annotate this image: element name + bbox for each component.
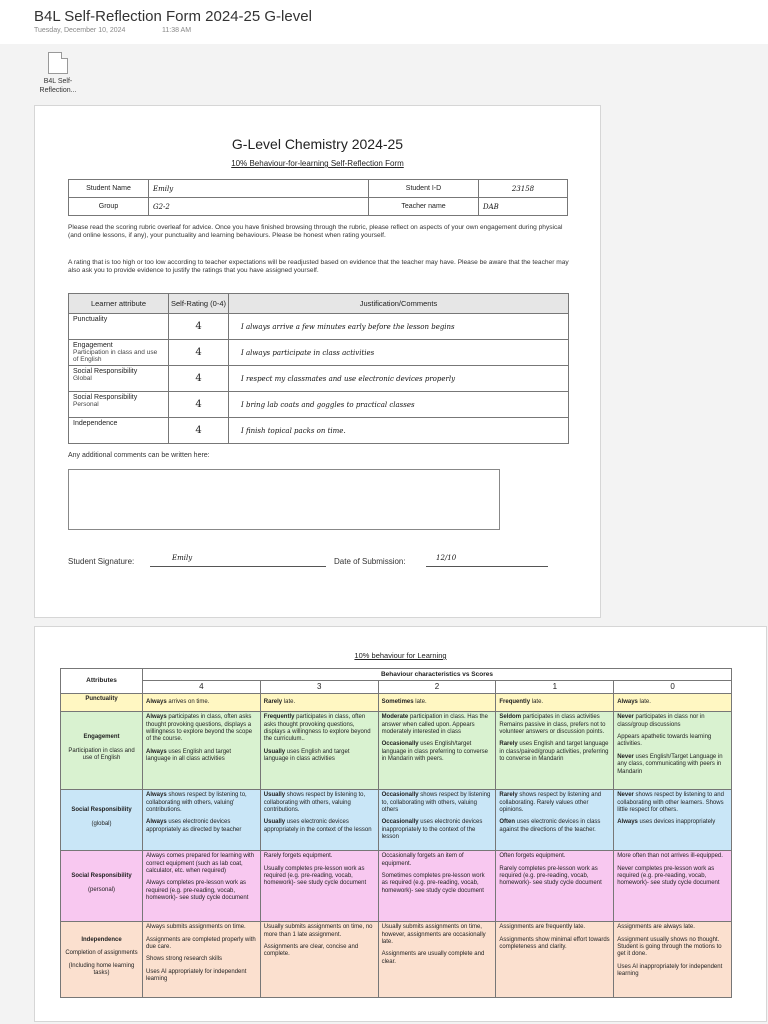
rubric-descriptor: Seldom participates in class activities Remains passive in class, prefers not to volunteer answers or discussion points.	[499, 714, 606, 736]
rubric-attribute-title: Independence	[81, 936, 122, 943]
rubric-score-cell	[496, 922, 614, 998]
student-name-label: Student Name	[69, 180, 149, 198]
form-page	[34, 105, 601, 618]
student-id-label: Student I-D	[369, 180, 479, 198]
row-attribute: Social Responsibility Global	[69, 366, 169, 392]
note-header	[0, 0, 768, 44]
rubric-descriptor: Occasionally uses electronic devices inappropriately to the context of the lesson	[381, 819, 483, 841]
rubric-descriptor: Usually submits assignments on time, no more than 1 late assignment.	[263, 924, 373, 938]
rubric-descriptor: Always shows respect by listening to, collaborating with others, valuing' contributions.	[146, 792, 247, 814]
comments-box[interactable]	[68, 469, 500, 530]
row-comment: I finish topical packs on time.	[229, 418, 569, 444]
row-rating: 4	[169, 418, 229, 444]
col-attribute-header: Learner attribute	[69, 294, 169, 314]
score-header: 4	[143, 681, 261, 693]
rubric-score-cell	[378, 851, 496, 922]
rubric-attribute-cell	[61, 851, 143, 922]
rubric-descriptor: Sometimes completes pre-lesson work as required (e.g. pre-reading, vocab, homework)- see study cycle document	[381, 873, 485, 894]
rubric-score-cell	[496, 712, 614, 790]
rating-row	[69, 392, 569, 418]
instructions-paragraph: Please read the scoring rubric overleaf for advice. Once you have finished browsing through the rubric, please reflect on aspects of your own engagement during physical (and online lessons, if any), your punctuality and learning behaviours. Please be honest when rating yourself.	[68, 224, 563, 239]
rubric-score-cell	[496, 851, 614, 922]
date-label: Date of Submission:	[334, 557, 406, 566]
rating-row	[69, 314, 569, 340]
rubric-attribute-cell	[61, 712, 143, 790]
row-attribute: Punctuality	[69, 314, 169, 340]
rating-row	[69, 340, 569, 366]
rubric-attribute-sub: (Including home learning tasks)	[68, 962, 135, 977]
rubric-score-cell	[260, 922, 378, 998]
rubric-score-cell	[378, 712, 496, 790]
row-comment: I respect my classmates and use electronic devices properly	[229, 366, 569, 392]
group-label: Group	[69, 198, 149, 216]
rubric-attribute-cell	[61, 790, 143, 851]
row-comment: I always participate in class activities	[229, 340, 569, 366]
rubric-descriptor: Rarely shows respect by listening and collaborating. Rarely values other opinions.	[499, 792, 602, 814]
rubric-score-cell	[614, 693, 732, 711]
rubric-descriptor: Occasionally forgets an item of equipment.	[381, 853, 464, 867]
rubric-descriptor: Assignments are completed properly with due care.	[146, 936, 256, 951]
rubric-descriptor: Usually shows respect by listening to, collaborating with others, valuing contributions.	[263, 792, 366, 814]
form-title: G-Level Chemistry 2024-25	[231, 136, 404, 152]
row-comment: I bring lab coats and goggles to practical classes	[229, 392, 569, 418]
rubric-attribute-cell	[61, 693, 143, 711]
rubric-score-cell	[143, 922, 261, 998]
rubric-attribute-title: Social Responsibility	[71, 807, 132, 814]
rubric-score-cell	[614, 851, 732, 922]
rubric-descriptor: Usually uses electronic devices appropriately in the context of the lesson	[263, 819, 372, 833]
rubric-score-cell	[260, 851, 378, 922]
rubric-descriptor: Assignment usually shows no thought. Student is going through the motions to get it done.	[617, 936, 722, 958]
rubric-descriptor: Always uses devices inappropriately	[617, 819, 716, 826]
row-rating: 4	[169, 340, 229, 366]
rubric-score-cell	[260, 790, 378, 851]
col-rating-header: Self-Rating (0-4)	[169, 294, 229, 314]
rubric-descriptor: Assignments are usually complete and clear.	[381, 951, 485, 965]
score-header: 1	[496, 681, 614, 693]
rubric-descriptor: Always arrives on time.	[146, 698, 210, 705]
rubric-descriptor: Appears apathetic towards learning activities.	[617, 734, 712, 748]
score-header: 0	[614, 681, 732, 693]
rubric-title: 10% behaviour for Learning	[354, 651, 447, 660]
teacher-label: Teacher name	[369, 198, 479, 216]
student-info-table	[68, 179, 568, 216]
row-attribute: Independence	[69, 418, 169, 444]
rubric-attribute-sub: Completion of assignments	[65, 950, 138, 957]
rubric-row-punct	[61, 693, 732, 711]
rubric-descriptor: Always participates in class, often asks thought provoking questions, displays a willingness to explore beyond the scope of the course.	[146, 714, 253, 743]
rubric-score-cell	[260, 693, 378, 711]
student-id-value: 23158	[479, 180, 568, 198]
rubric-row-glob	[61, 790, 732, 851]
rubric-score-cell	[614, 922, 732, 998]
rubric-descriptor: Assignments are always late.	[617, 924, 695, 931]
rubric-score-cell	[496, 790, 614, 851]
row-attribute-sub: Personal	[73, 401, 99, 408]
rating-row	[69, 418, 569, 444]
rubric-descriptor: Assignments show minimal effort towards completeness and clarity.	[499, 936, 610, 951]
signature-line	[150, 566, 326, 567]
rubric-row-ind	[61, 922, 732, 998]
comments-label: Any additional comments can be written here:	[68, 452, 210, 459]
rubric-descriptor: Shows strong research skills	[146, 956, 223, 963]
rubric-descriptor: Usually submits assignments on time, however, assignments are occasionally late.	[381, 924, 486, 946]
rubric-attribute-sub: Participation in class and use of English	[68, 747, 135, 761]
rubric-score-cell	[143, 851, 261, 922]
rubric-descriptor: Usually uses English and target language in class activities	[263, 748, 350, 763]
rubric-descriptor: Assignments are clear, concise and complete.	[263, 944, 359, 958]
rubric-descriptor: Uses AI appropriately for independent learning	[146, 968, 247, 983]
row-attribute-sub: Participation in class and use of English	[73, 349, 158, 363]
rubric-score-cell	[496, 693, 614, 711]
student-name-value: Emily	[149, 180, 369, 198]
rubric-page	[34, 626, 767, 1022]
rubric-descriptor: Never participates in class nor in class/group discussions	[617, 714, 705, 728]
row-attribute: Engagement Participation in class and use of English	[69, 340, 169, 366]
rubric-descriptor: Always submits assignments on time.	[146, 924, 246, 931]
row-attribute-sub: Global	[73, 375, 92, 382]
rubric-descriptor: Never uses English/Target Language in any class, communicating with peers in Mandarin	[617, 753, 723, 775]
rubric-descriptor: Frequently late.	[499, 698, 544, 705]
rubric-row-eng	[61, 712, 732, 790]
rubric-table	[60, 668, 732, 998]
rubric-descriptor: Always uses English and target language in all class activities	[146, 748, 232, 763]
rubric-descriptor: Occasionally uses English/target language in class preferring to converse in Mandarin with peers.	[381, 741, 488, 763]
attachment[interactable]	[30, 52, 86, 98]
rubric-descriptor: Moderate participation in class. Has the answer when called upon. Appears moderately interested in class	[381, 714, 488, 736]
rubric-descriptor: Always comes prepared for learning with correct equipment (such as lab coat, calculator, etc. when required)	[146, 853, 255, 875]
teacher-value: DAB	[479, 198, 568, 216]
rubric-attributes-header: Attributes	[61, 669, 143, 694]
rubric-descriptor: Assignments are frequently late.	[499, 924, 586, 931]
note-title[interactable]: B4L Self-Reflection Form 2024-25 G-level	[34, 8, 312, 25]
rubric-score-cell	[614, 790, 732, 851]
rubric-score-cell	[143, 790, 261, 851]
rubric-descriptor: Occasionally shows respect by listening to, collaborating with others, valuing others	[381, 792, 491, 814]
rubric-attribute-title: Engagement	[83, 734, 120, 741]
row-comment: I always arrive a few minutes early before the lesson begins	[229, 314, 569, 340]
score-header: 2	[378, 681, 496, 693]
rubric-descriptor: More often than not arrives ill-equipped.	[617, 853, 723, 860]
rubric-descriptor: Never shows respect by listening to and collaborating with other learners. Shows little respect for others.	[617, 792, 724, 814]
rubric-score-cell	[378, 790, 496, 851]
date-line	[426, 566, 548, 567]
row-rating: 4	[169, 314, 229, 340]
rubric-attribute-title: Punctuality	[85, 695, 118, 702]
signature-label: Student Signature:	[68, 557, 135, 566]
rubric-descriptor: Rarely uses English and target language in class/paired/group activities, preferring to converse in Mandarin	[499, 741, 609, 763]
rubric-attribute-sub: (personal)	[87, 886, 115, 893]
self-rating-table	[68, 293, 569, 444]
readjust-paragraph: A rating that is too high or too low according to teacher expectations will be readjusted based on evidence that the teacher may have. Please be aware that the teacher may also ask you to provide evidence to justify the ratings that you have assigned yourself.	[68, 259, 569, 274]
row-attribute: Social Responsibility Personal	[69, 392, 169, 418]
rubric-descriptor: Always uses electronic devices appropriately as directed by teacher	[146, 819, 242, 833]
note-date: Tuesday, December 10, 2024	[34, 27, 126, 34]
rubric-row-pers	[61, 851, 732, 922]
rubric-score-cell	[614, 712, 732, 790]
rubric-descriptor: Rarely completes pre-lesson work as required (e.g. pre-reading, vocab, homework)- see study cycle document	[499, 865, 602, 887]
score-header: 3	[260, 681, 378, 693]
rubric-descriptor: Frequently participates in class, often asks thought provoking questions, displays a willingness to explore beyond the curriculum..	[263, 714, 371, 743]
rubric-score-cell	[260, 712, 378, 790]
form-subtitle: 10% Behaviour-for-learning Self-Reflection Form	[231, 159, 404, 168]
pdf-file-icon	[48, 52, 68, 74]
rubric-attribute-sub: (global)	[91, 820, 112, 827]
rubric-descriptor: Always completes pre-lesson work as required (e.g. pre-reading, vocab, homework)- see study cycle document	[146, 880, 249, 902]
rubric-descriptor: Uses AI inappropriately for independent learning	[617, 963, 723, 978]
row-rating: 4	[169, 366, 229, 392]
rubric-descriptor: Often forgets equipment.	[499, 853, 566, 860]
rubric-descriptor: Never completes pre-lesson work as required (e.g. pre-reading, vocab, homework)- see study cycle document	[617, 865, 720, 887]
rubric-descriptor: Usually completes pre-lesson work as required (e.g. pre-reading, vocab, homework)- see study cycle document	[263, 865, 367, 887]
rubric-descriptor: Rarely forgets equipment.	[263, 853, 333, 860]
rubric-attribute-cell	[61, 922, 143, 998]
rubric-descriptor: Often uses electronic devices in class against the directions of the teacher.	[499, 819, 601, 833]
rating-row	[69, 366, 569, 392]
attachment-name: B4L Self-Reflection...	[39, 78, 77, 94]
signature-value: Emily	[172, 554, 193, 562]
col-justification-header: Justification/Comments	[229, 294, 569, 314]
rubric-descriptor: Always late.	[617, 698, 651, 705]
rubric-score-cell	[378, 922, 496, 998]
note-time: 11:38 AM	[162, 27, 192, 34]
rubric-characteristics-header: Behaviour characteristics vs Scores	[143, 669, 732, 681]
rubric-score-cell	[143, 712, 261, 790]
group-value: G2-2	[149, 198, 369, 216]
date-value: 12/10	[436, 554, 457, 562]
rubric-score-cell	[143, 693, 261, 711]
rubric-score-cell	[378, 693, 496, 711]
rubric-descriptor: Sometimes late.	[381, 698, 427, 705]
rubric-attribute-title: Social Responsibility	[71, 873, 132, 880]
row-rating: 4	[169, 392, 229, 418]
rubric-descriptor: Rarely late.	[263, 698, 296, 705]
